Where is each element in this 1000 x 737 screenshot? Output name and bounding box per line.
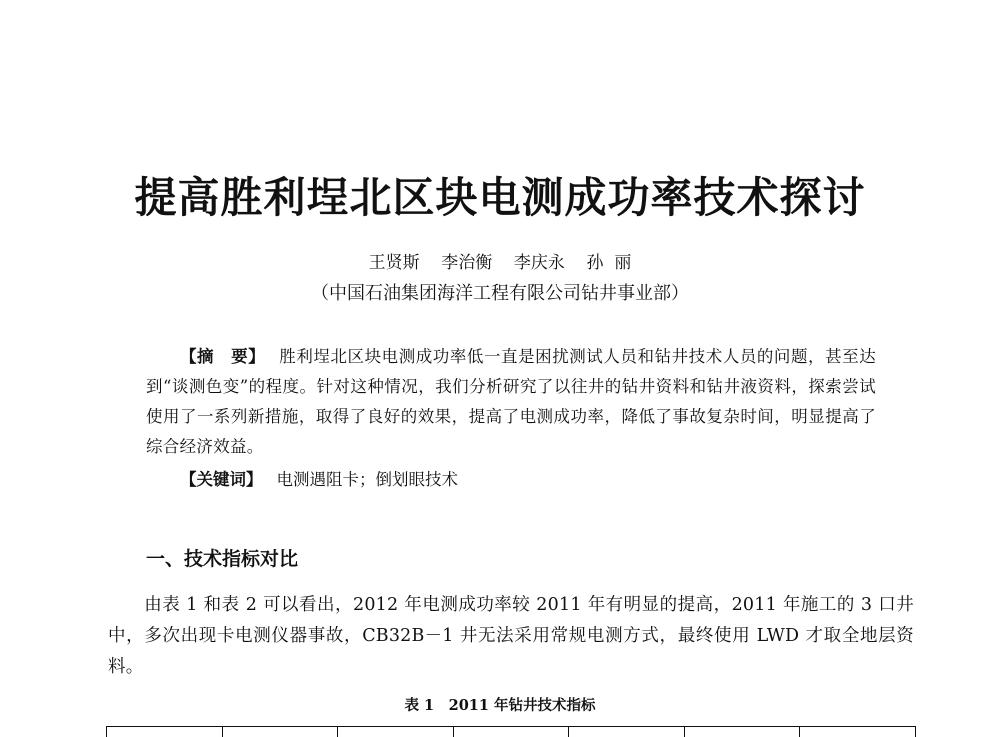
paper-title: 提高胜利埕北区块电测成功率技术探讨: [134, 173, 866, 222]
abstract-label: 【摘 要】: [180, 347, 266, 366]
table-column: [799, 727, 916, 737]
table-caption: 表 1 2011 年钻井技术指标: [404, 697, 596, 714]
table-column: [106, 727, 222, 737]
affiliation: （中国石油集团海洋工程有限公司钻井事业部）: [311, 283, 689, 304]
table-1-top-edge: [106, 726, 916, 737]
abstract-block: [146, 342, 876, 462]
section-heading: 一、技术指标对比: [146, 548, 299, 570]
abstract-lead-space: [146, 347, 180, 366]
table-column: [337, 727, 453, 737]
keywords-block: [180, 466, 458, 494]
table-column: [684, 727, 800, 737]
table-column: [222, 727, 338, 737]
keywords-label: 【关键词】: [180, 470, 263, 489]
body-paragraph-text: 由表 1 和表 2 可以看出，2012 年电测成功率较 2011 年有明显的提高，2011 年施工的 3 口井中，多次出现卡电测仪器事故，CB32B－1 井无法采用常规电测方式，最终使用 LWD 才取全地层资料。: [108, 595, 914, 677]
abstract-text: 胜利埕北区块电测成功率低一直是困扰测试人员和钻井技术人员的问题，甚至达到“谈测色变”的程度。针对这种情况，我们分析研究了以往井的钻井资料和钻井液资料，探索尝试使用了一系列新措施，取得了良好的效果，提高了电测成功率，降低了事故复杂时间，明显提高了综合经济效益。: [146, 347, 877, 456]
table-column: [568, 727, 684, 737]
author-list: 王贤斯 李治衡 李庆永 孙 丽: [368, 253, 632, 273]
keywords-text: 电测遇阻卡；倒划眼技术: [276, 470, 458, 489]
table-column: [453, 727, 569, 737]
body-paragraph: [108, 590, 914, 683]
